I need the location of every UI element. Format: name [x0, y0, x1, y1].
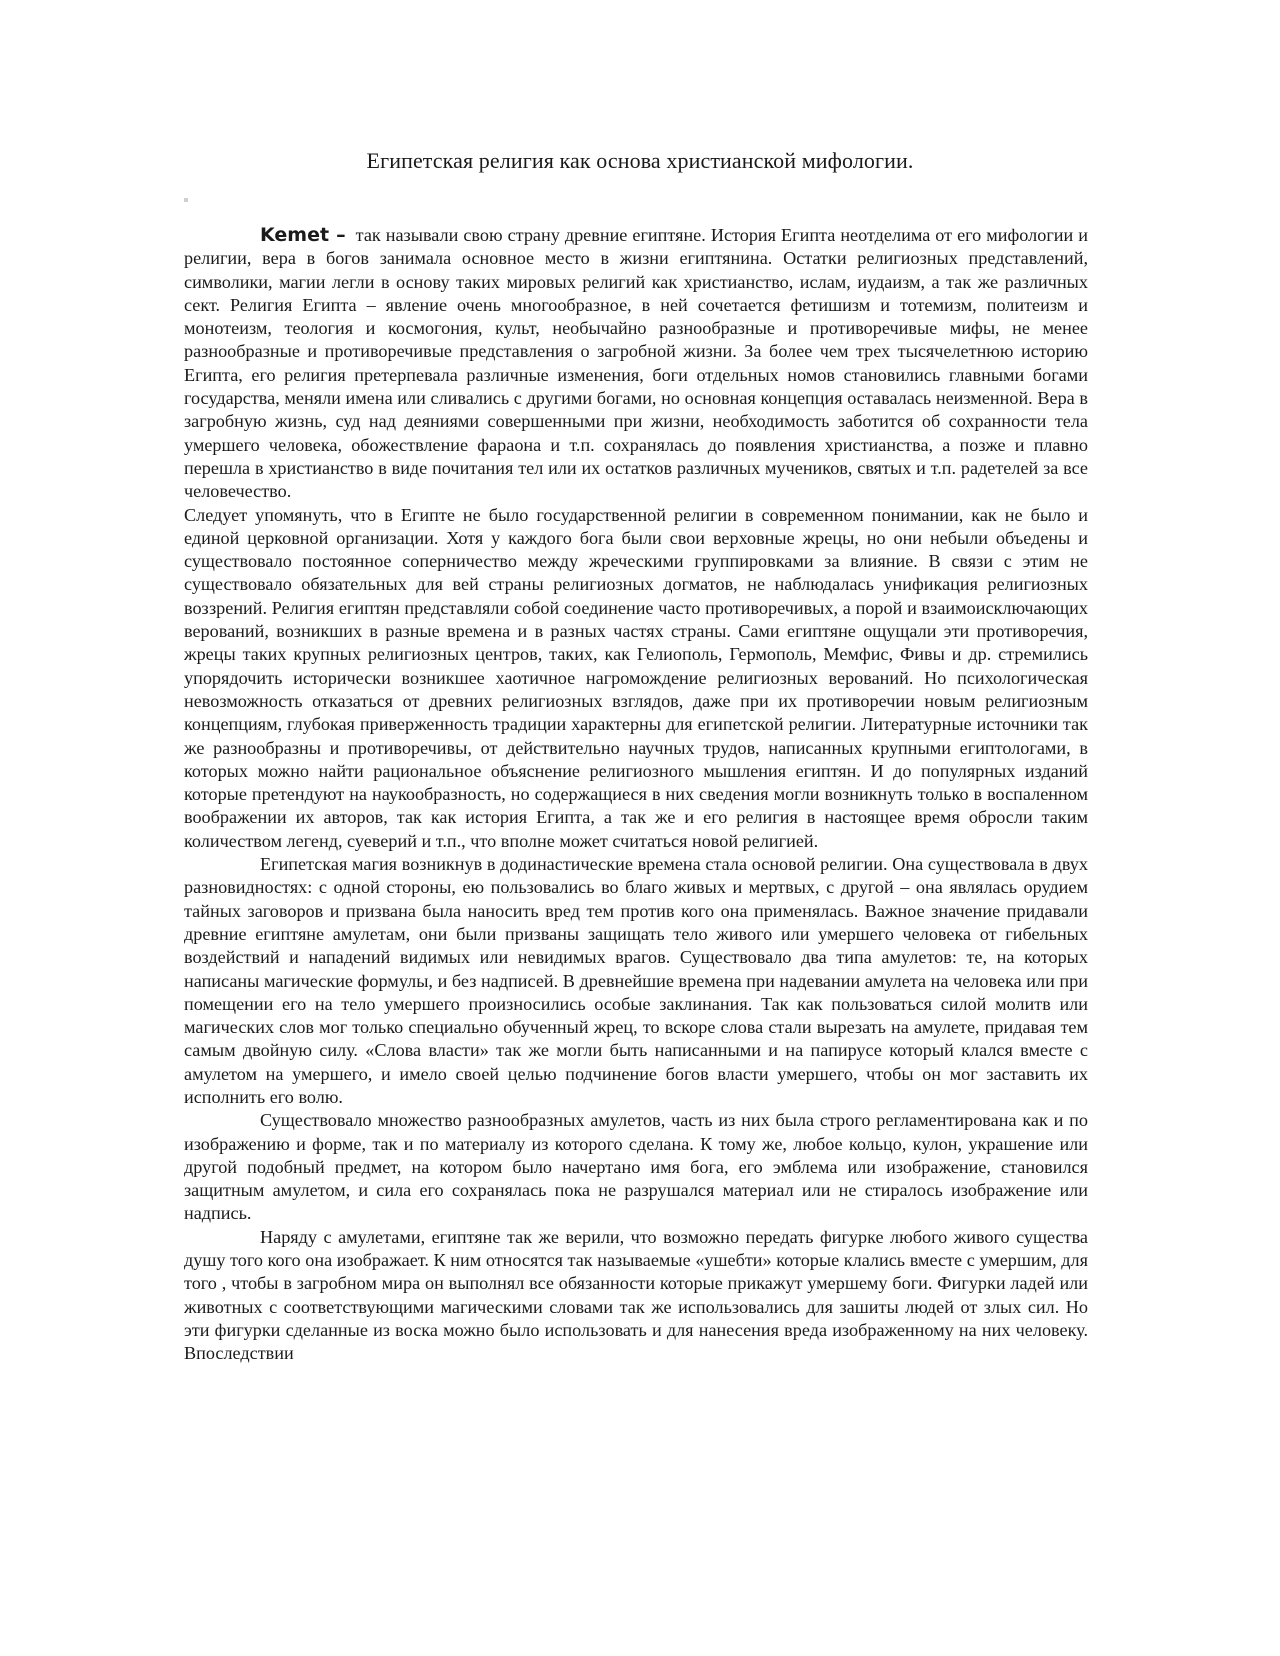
paragraph-2: Следует упомянуть, что в Египте не было государственной религии в современном понимании, как не было и единой церковной организации. Хотя у каждого бога были свои верховные жрецы, но они небыли объедены и существовало постоянное соперничество между жреческими группировками за влияние. В связи с этим не существовало обязательных для вей страны религиозных догматов, не наблюдалась унификация религиозных воззрений. Религия египтян представляли собой соединение часто противоречивых, а порой и взаимоисключающих верований, возникших в разные времена и в разных частях страны. Сами египтяне ощущали эти противоречия, жрецы таких крупных религиозных центров, таких, как Гелиополь, Гермополь, Мемфис, Фивы и др. стремились упорядочить исторически возникшее хаотичное нагромождение религиозных верований. Но психологическая невозможность отказаться от древних религиозных взглядов, даже при их противоречии новым религиозным концепциям, глубокая приверженность традиции характерны для египетской религии. Литературные источники так же разнообразны и противоречивы, от действительно научных трудов, написанных крупными египтологами, в которых можно найти рациональное объяснение религиозного мышления египтян. И до популярных изданий которые претендуют на наукообразность, но содержащиеся в них сведения могли возникнуть только в воспаленном воображении их авторов, так как история Египта, а так же и его религия в настоящее время обросли таким количеством легенд, суеверий и т.п., что вполне может считаться новой религией.: [184, 504, 1088, 851]
paragraph-mark: [184, 198, 188, 202]
lead-term: Kemet –: [260, 224, 346, 246]
document-title: Египетская религия как основа христианской мифологии.: [366, 148, 914, 173]
paragraph-3: Египетская магия возникнув в додинастические времена стала основой религии. Она существовала в двух разновидностях: с одной стороны, ею пользовались во благо живых и мертвых, с другой – она являлась орудием тайных заговоров и призвана была наносить вред тем против кого она применялась. Важное значение придавали древние египтяне амулетам, они были призваны защищать тело живого или умершего человека от гибельных воздействий и нападений видимых или невидимых врагов. Существовало два типа амулетов: те, на которых написаны магические формулы, и без надписей. В древнейшие времена при надевании амулета на человека или при помещении его на тело умершего произносились особые заклинания. Так как пользоваться силой молитв или магических слов мог только специально обученный жрец, то вскоре слова стали вырезать на амулете, придавая тем самым двойную силу. «Слова власти» так же могли быть написанными и на папирусе который клался вместе с амулетом на умершего, и имело своей целью подчинение богов власти умершего, чтобы он мог заставить их исполнить его волю.: [184, 854, 1088, 1107]
paragraph-1-text: так называли свою страну древние египтяне. История Египта неотделима от его мифологии и религии, вера в богов занимала основное место в жизни египтянина. Остатки религиозных представлений, символики, магии легли в основу таких мировых религий как христианство, ислам, иудаизм, а так же различных сект. Религия Египта – явление очень многообразное, в ней сочетается фетишизм и тотемизм, политеизм и монотеизм, теология и космогония, культ, необычайно разнообразные и противоречивые мифы, не менее разнообразные и противоречивые представления о загробной жизни. За более чем трех тысячелетнюю историю Египта, его религия претерпевала различные изменения, боги отдельных номов становились главными богами государства, меняли имена или сливались с другими богами, но основная концепция оставалась неизменной. Вера в загробную жизнь, суд над деяниями совершенными при жизни, необходимость заботится об сохранности тела умершего человека, обожествление фараона и т.п. сохранялась до появления христианства, а позже и плавно перешла в христианство в виде почитания тел или их остатков различных мучеников, святых и т.п. радетелей за все человечество.: [184, 225, 1088, 502]
paragraph-1: [184, 224, 1088, 504]
document-body: [184, 224, 1088, 1366]
paragraph-5: Наряду с амулетами, египтяне так же верили, что возможно передать фигурке любого живого существа душу того кого она изображает. К ним относятся так называемые «ушебти» которые клались вместе с умершим, для того , чтобы в загробном мира он выполнял все обязанности которые прикажут умершему боги. Фигурки ладей или животных с соответствующими магическими словами так же использовались для зашиты людей от злых сил. Но эти фигурки сделанные из воска можно было использовать и для нанесения вреда изображенному на них человеку. Впоследствии: [184, 1226, 1088, 1364]
paragraph-4: Существовало множество разнообразных амулетов, часть из них была строго регламентирована как и по изображению и форме, так и по материалу из которого сделана. К тому же, любое кольцо, кулон, украшение или другой подобный предмет, на котором было начертано имя бога, его эмблема или изображение, становился защитным амулетом, и сила его сохранялась пока не разрушался материал или не стиралось изображение или надпись.: [184, 1110, 1088, 1224]
